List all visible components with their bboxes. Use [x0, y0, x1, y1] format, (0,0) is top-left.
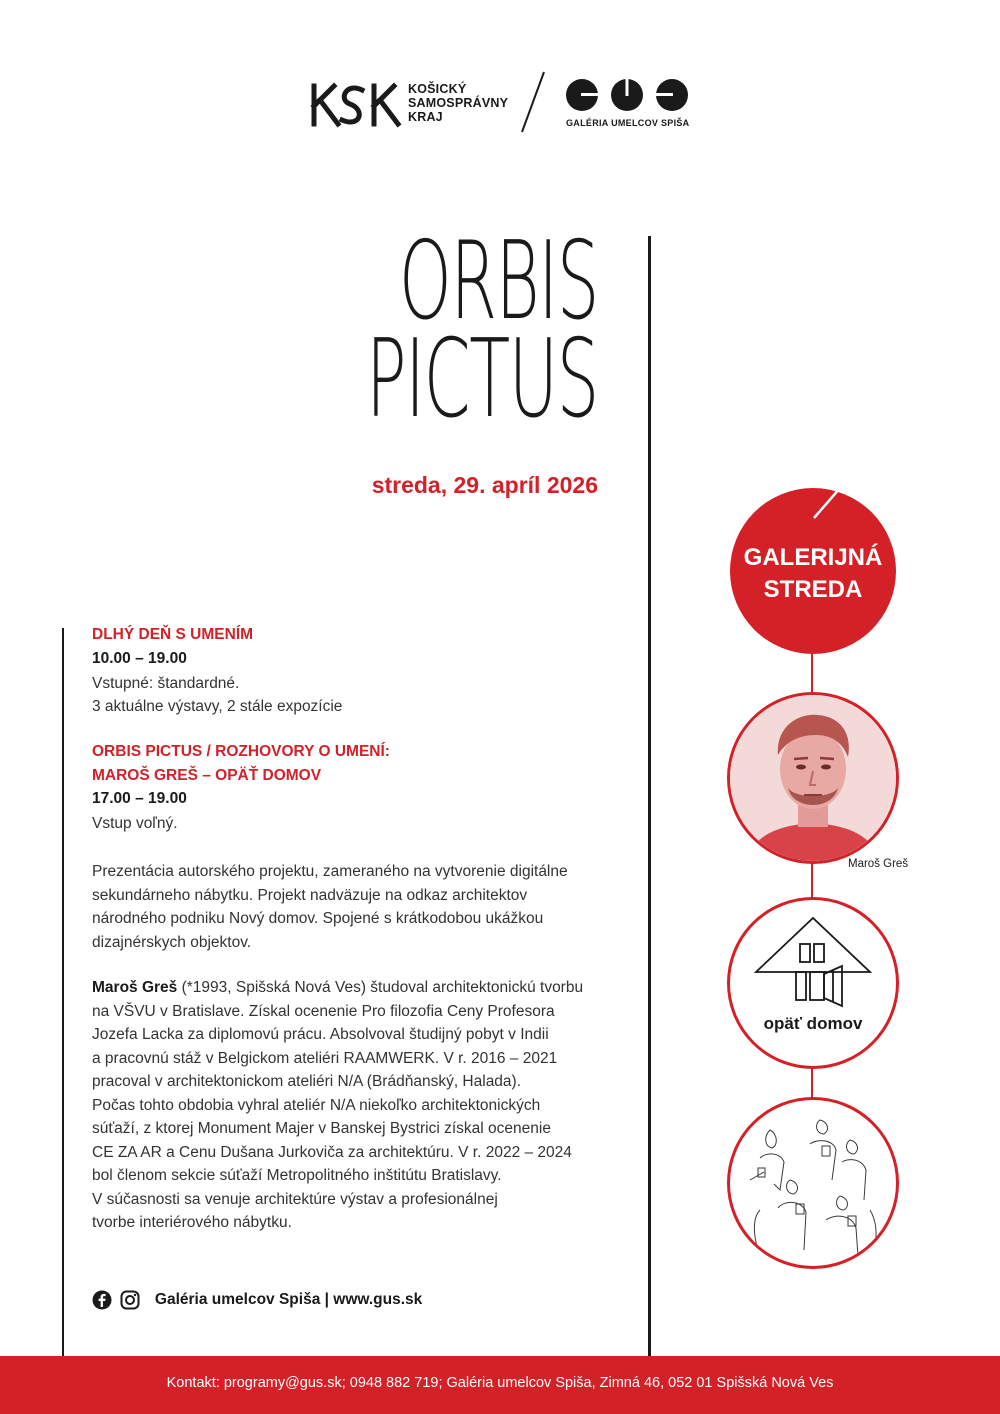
gus-logo — [565, 78, 690, 112]
bio-first-line-rest: (*1993, Spišská Nová Ves) študoval architektonickú tvorbu — [177, 979, 584, 996]
badge-text — [730, 542, 896, 606]
instagram-icon[interactable] — [120, 1290, 140, 1310]
house-icon — [730, 900, 896, 1066]
ksk-line-2: SAMOSPRÁVNY — [408, 96, 509, 110]
intro-paragraph — [92, 860, 592, 954]
bio-line: tvorbe interiérového nábytku. — [92, 1214, 292, 1231]
gus-name: GALÉRIA UMELCOV SPIŠA — [566, 118, 690, 128]
section1-line-2: 3 aktuálne výstavy, 2 stále expozície — [92, 698, 343, 715]
section2-entry: Vstup voľný. — [92, 815, 178, 832]
ksk-line-1: KOŠICKÝ — [408, 82, 467, 96]
section2-time: 17.00 – 19.00 — [92, 790, 187, 807]
bio-line: pracoval v architektonickom ateliéri N/A (Brádňanský, Halada). — [92, 1073, 522, 1090]
intro-line: Prezentácia autorského projektu, zameraného na vytvorenie digitálne — [92, 863, 568, 880]
social-row — [92, 1290, 422, 1312]
opat-domov-circle — [727, 897, 899, 1069]
badge-line-1: GALERIJNÁ — [743, 544, 883, 571]
bio-line: V súčasnosti sa venuje architektúre výstav a profesionálnej — [92, 1190, 498, 1208]
bio-line: Jozefa Lacka za diplomovú prácu. Absolvoval študijný pobyt v Indii — [92, 1026, 549, 1043]
event-date: streda, 29. apríl 2026 — [371, 472, 598, 498]
intro-line: dizajnérskych objektov. — [92, 933, 252, 951]
opat-domov-label: opäť domov — [763, 1014, 863, 1033]
portrait-circle — [727, 692, 899, 864]
bio-line: súťaží, z ktorej Monument Majer v Banskej Bystrici získal ocenenie — [92, 1120, 551, 1137]
bio-line: Počas tohto obdobia vyhral ateliér N/A niekoľko architektonických — [92, 1096, 541, 1114]
portrait-image — [730, 695, 896, 861]
website-link[interactable]: Galéria umelcov Spiša | www.gus.sk — [154, 1291, 423, 1308]
bio-paragraph — [92, 976, 592, 1235]
badge-slash-mark — [810, 484, 850, 524]
section2-heading-1: ORBIS PICTUS / ROZHOVORY O UMENÍ: — [92, 743, 390, 760]
title-line-2: PICTUS — [366, 317, 598, 442]
facebook-icon[interactable] — [92, 1290, 112, 1310]
left-rule — [62, 628, 64, 1356]
sketch-circle — [727, 1097, 899, 1269]
ksk-logo — [310, 80, 402, 130]
logo-divider — [518, 70, 548, 134]
footer-contact: Kontakt: programy@gus.sk; 0948 882 719; Galéria umelcov Spiša, Zimná 46, 052 01 Spišská Nová Ves — [166, 1375, 834, 1391]
portrait-caption: Maroš Greš — [848, 858, 909, 870]
footer-bar — [0, 1356, 1000, 1414]
ksk-name — [408, 82, 508, 124]
center-rule — [648, 236, 651, 1356]
section1-line-1: Vstupné: štandardné. — [92, 675, 240, 692]
section1-time: 10.00 – 19.00 — [92, 650, 187, 667]
section1-heading: DLHÝ DEŇ S UMENÍM — [92, 626, 254, 643]
bio-line: a pracovnú stáž v Belgickom ateliéri RAAMWERK. V r. 2016 – 2021 — [92, 1049, 558, 1067]
bio-first-line — [92, 976, 592, 1000]
intro-line: sekundárneho nábytku. Projekt nadväzuje na odkaz architektov — [92, 886, 528, 904]
bio-line: na VŠVU v Bratislave. Získal ocenenie Pro filozofia Ceny Profesora — [92, 1002, 555, 1020]
badge-line-2: STREDA — [763, 576, 863, 603]
title-line-1: ORBIS — [398, 219, 598, 344]
galerijna-streda-badge — [730, 488, 896, 654]
section2-heading-2: MAROŠ GREŠ – OPÄŤ DOMOV — [92, 767, 322, 784]
ksk-line-3: KRAJ — [408, 110, 443, 124]
bio-line: CE ZA AR a Cenu Dušana Jurkoviča za architektúru. V r. 2022 – 2024 — [92, 1143, 572, 1161]
intro-line: národného podniku Nový domov. Spojené s krátkodobou ukážkou — [92, 910, 544, 927]
people-sketch-image — [730, 1100, 896, 1266]
bio-line: bol členom sekcie súťaží Metropolitného inštitútu Bratislavy. — [92, 1167, 502, 1184]
bio-name: Maroš Greš — [92, 979, 178, 996]
